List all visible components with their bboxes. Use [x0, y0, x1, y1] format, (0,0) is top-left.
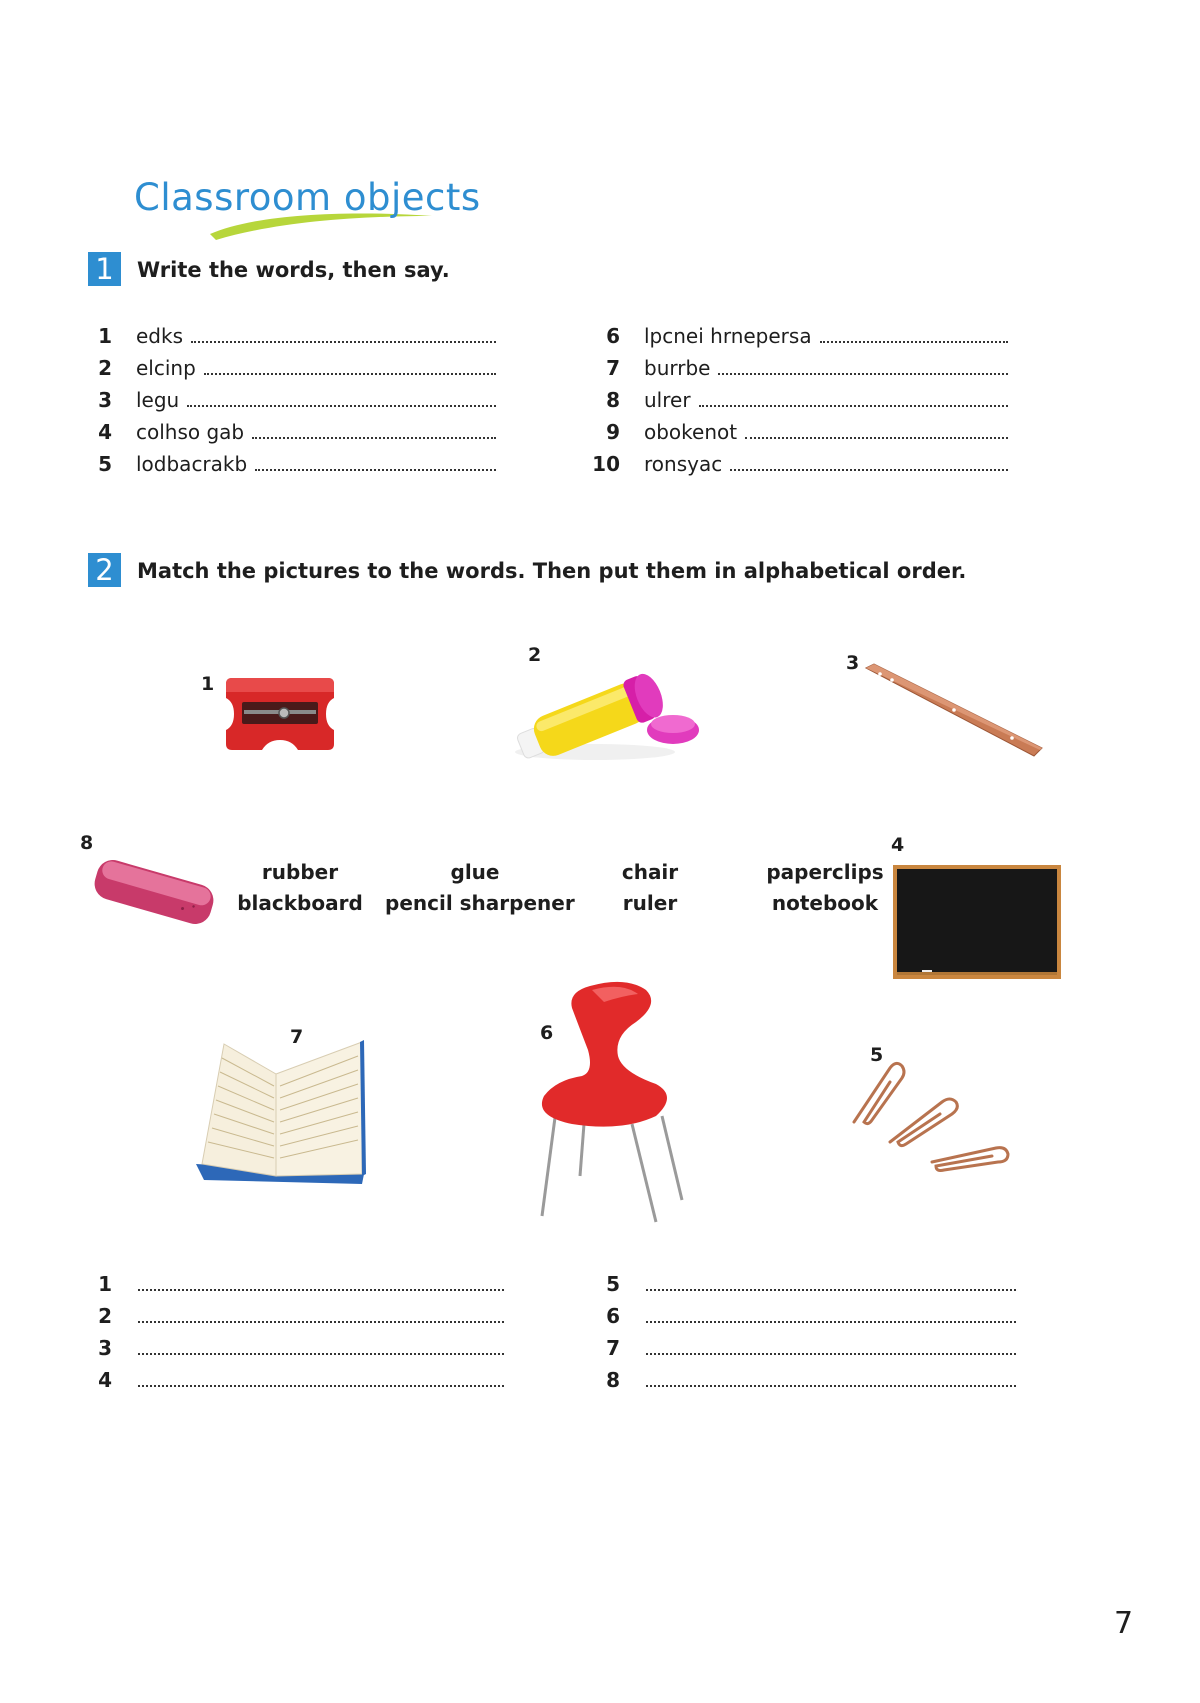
answer-line[interactable]: 2	[76, 1300, 504, 1332]
exercise-2-number: 2	[88, 553, 121, 587]
answer-line[interactable]: 5	[584, 1268, 1016, 1300]
list-item[interactable]: 9 obokenot	[584, 416, 1008, 448]
list-item[interactable]: 10 ronsyac	[584, 448, 1008, 480]
paperclips-image[interactable]	[846, 1058, 1028, 1180]
list-item[interactable]: 1 edks	[76, 320, 496, 352]
pencil-sharpener-image[interactable]	[222, 674, 338, 756]
answer-line[interactable]: 7	[584, 1332, 1016, 1364]
exercise-1-number: 1	[88, 252, 121, 286]
blackboard-image[interactable]	[892, 864, 1062, 982]
exercise-2-answers-left	[76, 1268, 504, 1396]
word-pencil-sharpener[interactable]: pencil sharpener	[385, 891, 575, 915]
ruler-image[interactable]	[862, 662, 1044, 762]
list-item[interactable]: 7 burrbe	[584, 352, 1008, 384]
rubber-eraser-image[interactable]	[86, 850, 222, 936]
picture-number-7: 7	[290, 1026, 304, 1048]
word-blackboard[interactable]: blackboard	[237, 891, 363, 915]
picture-number-2: 2	[528, 644, 542, 666]
exercise-1-left-list	[76, 320, 496, 480]
list-item[interactable]: 3 legu	[76, 384, 496, 416]
list-item[interactable]: 6 lpcnei hrnepersa	[584, 320, 1008, 352]
picture-number-4: 4	[891, 834, 905, 856]
word-ruler[interactable]: ruler	[622, 891, 678, 915]
word-chair[interactable]: chair	[621, 860, 679, 884]
answer-line[interactable]: 3	[76, 1332, 504, 1364]
answer-line[interactable]: 6	[584, 1300, 1016, 1332]
answer-line[interactable]: 1	[76, 1268, 504, 1300]
page-number: 7	[1114, 1606, 1134, 1641]
list-item[interactable]: 2 elcinp	[76, 352, 496, 384]
picture-number-6: 6	[540, 1022, 554, 1044]
exercise-2-answers-right	[584, 1268, 1016, 1396]
exercise-1-instruction: Write the words, then say.	[137, 258, 450, 282]
list-item[interactable]: 8 ulrer	[584, 384, 1008, 416]
picture-number-8: 8	[80, 832, 94, 854]
exercise-2-instruction: Match the pictures to the words. Then put them in alphabetical order.	[137, 559, 967, 583]
glue-stick-image[interactable]	[505, 652, 705, 762]
list-item[interactable]: 4 colhso gab	[76, 416, 496, 448]
word-notebook[interactable]: notebook	[771, 891, 879, 915]
page-title	[134, 176, 481, 246]
word-rubber[interactable]: rubber	[261, 860, 339, 884]
answer-line[interactable]: 8	[584, 1364, 1016, 1396]
answer-line[interactable]: 4	[76, 1364, 504, 1396]
title-text: Classroom objects	[134, 176, 481, 219]
list-item[interactable]: 5 lodbacrakb	[76, 448, 496, 480]
picture-number-1: 1	[201, 673, 215, 695]
word-glue[interactable]: glue	[450, 860, 500, 884]
notebook-image[interactable]	[194, 1036, 370, 1184]
picture-number-3: 3	[846, 652, 860, 674]
word-paperclips[interactable]: paperclips	[766, 860, 884, 884]
exercise-1-right-list	[584, 320, 1008, 480]
chair-image[interactable]	[532, 980, 714, 1226]
word-box	[210, 860, 930, 930]
picture-number-5: 5	[870, 1044, 884, 1066]
